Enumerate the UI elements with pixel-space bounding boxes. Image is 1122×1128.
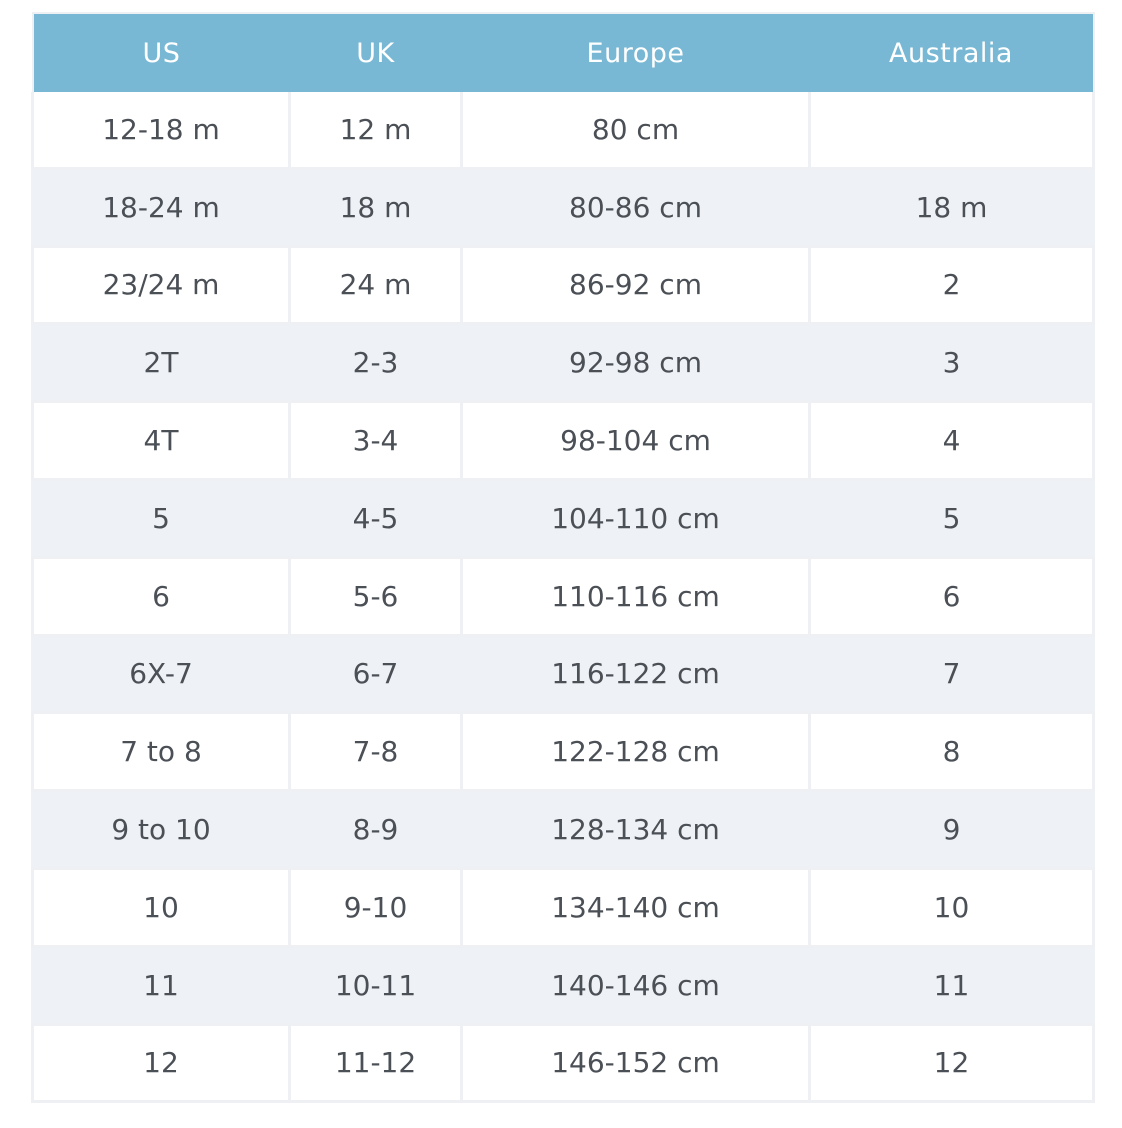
cell-us: 6X-7 [33, 635, 290, 713]
cell-europe: 92-98 cm [462, 324, 810, 402]
cell-europe: 80-86 cm [462, 168, 810, 246]
table-row [33, 168, 1094, 246]
cell-australia: 10 [810, 868, 1094, 946]
cell-australia: 4 [810, 402, 1094, 480]
cell-us: 2T [33, 324, 290, 402]
cell-europe: 134-140 cm [462, 868, 810, 946]
header-uk: UK [290, 13, 462, 92]
cell-uk: 5-6 [290, 557, 462, 635]
table-row [33, 557, 1094, 635]
cell-us: 6 [33, 557, 290, 635]
header-us: US [33, 13, 290, 92]
table-row [33, 791, 1094, 869]
header-row [33, 13, 1094, 92]
table-row [33, 402, 1094, 480]
cell-australia: 7 [810, 635, 1094, 713]
cell-australia: 2 [810, 246, 1094, 324]
cell-uk: 24 m [290, 246, 462, 324]
cell-us: 12 [33, 1024, 290, 1102]
cell-australia: 3 [810, 324, 1094, 402]
cell-australia: 11 [810, 946, 1094, 1024]
header-australia: Australia [810, 13, 1094, 92]
cell-europe: 86-92 cm [462, 246, 810, 324]
cell-uk: 7-8 [290, 713, 462, 791]
cell-australia [810, 92, 1094, 168]
cell-australia: 5 [810, 479, 1094, 557]
table-row [33, 324, 1094, 402]
cell-australia: 6 [810, 557, 1094, 635]
cell-us: 4T [33, 402, 290, 480]
cell-australia: 12 [810, 1024, 1094, 1102]
table-row [33, 1024, 1094, 1102]
cell-europe: 110-116 cm [462, 557, 810, 635]
cell-uk: 18 m [290, 168, 462, 246]
cell-uk: 12 m [290, 92, 462, 168]
cell-europe: 146-152 cm [462, 1024, 810, 1102]
cell-us: 5 [33, 479, 290, 557]
cell-us: 23/24 m [33, 246, 290, 324]
cell-uk: 3-4 [290, 402, 462, 480]
cell-uk: 9-10 [290, 868, 462, 946]
cell-uk: 10-11 [290, 946, 462, 1024]
table-row [33, 713, 1094, 791]
cell-us: 18-24 m [33, 168, 290, 246]
table-row [33, 479, 1094, 557]
table-row [33, 868, 1094, 946]
cell-uk: 11-12 [290, 1024, 462, 1102]
cell-uk: 4-5 [290, 479, 462, 557]
table-body [33, 92, 1094, 1102]
cell-europe: 122-128 cm [462, 713, 810, 791]
table-row [33, 246, 1094, 324]
cell-europe: 80 cm [462, 92, 810, 168]
table-row [33, 92, 1094, 168]
table-row [33, 946, 1094, 1024]
cell-uk: 8-9 [290, 791, 462, 869]
cell-europe: 104-110 cm [462, 479, 810, 557]
cell-australia: 8 [810, 713, 1094, 791]
cell-uk: 6-7 [290, 635, 462, 713]
cell-uk: 2-3 [290, 324, 462, 402]
table-row [33, 635, 1094, 713]
cell-us: 12-18 m [33, 92, 290, 168]
header-europe: Europe [462, 13, 810, 92]
cell-europe: 128-134 cm [462, 791, 810, 869]
cell-australia: 9 [810, 791, 1094, 869]
table-header [33, 13, 1094, 92]
cell-us: 7 to 8 [33, 713, 290, 791]
cell-us: 11 [33, 946, 290, 1024]
cell-us: 9 to 10 [33, 791, 290, 869]
cell-europe: 98-104 cm [462, 402, 810, 480]
size-conversion-table [31, 12, 1095, 1103]
cell-europe: 140-146 cm [462, 946, 810, 1024]
cell-europe: 116-122 cm [462, 635, 810, 713]
cell-us: 10 [33, 868, 290, 946]
cell-australia: 18 m [810, 168, 1094, 246]
